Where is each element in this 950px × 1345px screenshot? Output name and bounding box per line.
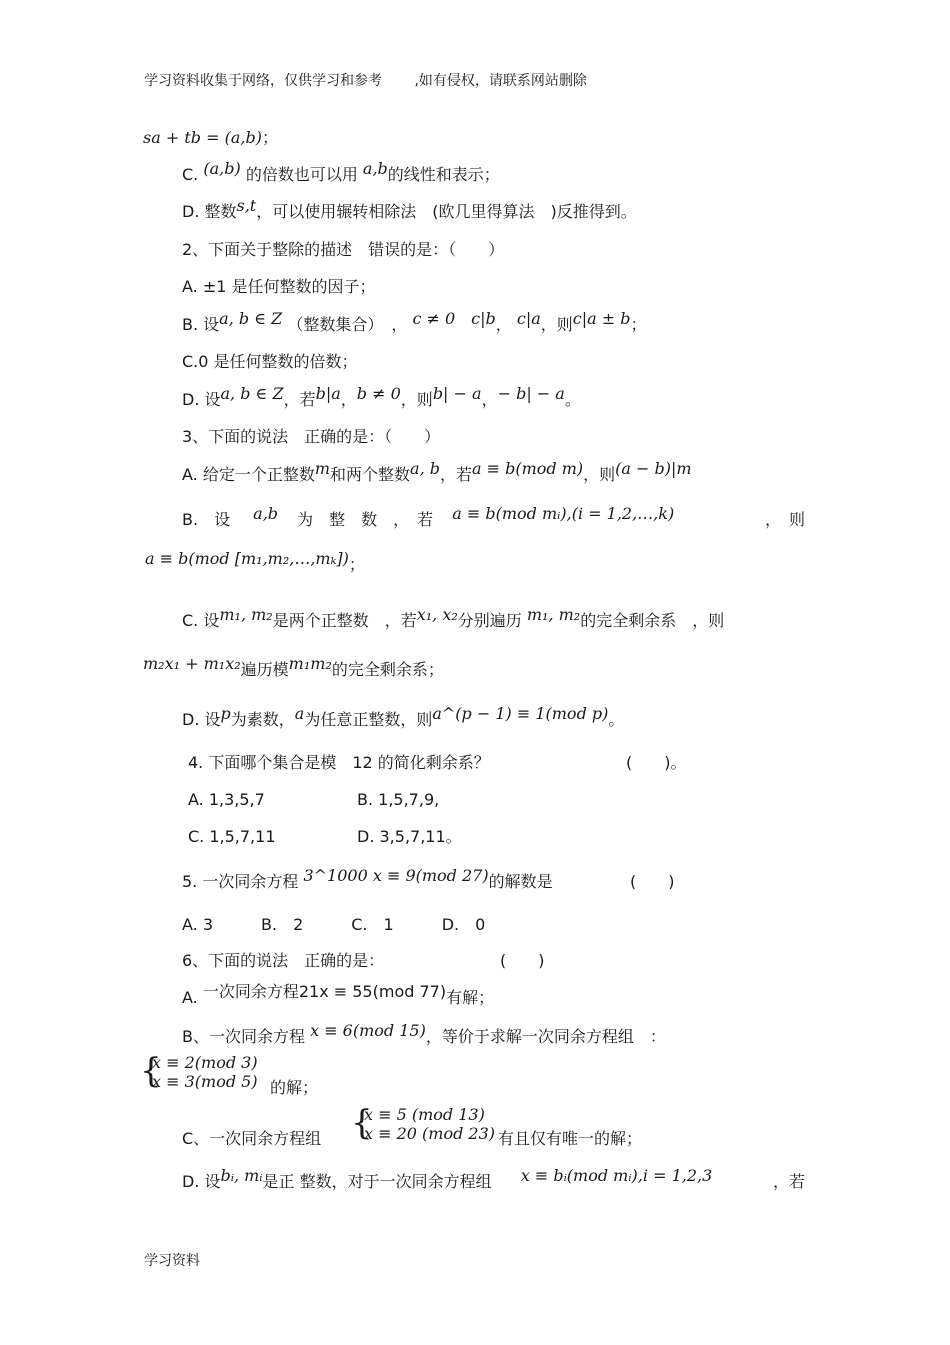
question-6-paren: ( ): [500, 951, 545, 970]
option-3d: D. 设p为素数，a为任意正整数，则a^(p − 1) ≡ 1(mod p)。: [182, 704, 625, 729]
line-1: sa + tb = (a,b)；: [143, 128, 278, 147]
system-line: x ≡ 5 (mod 13): [364, 1105, 485, 1124]
page-header: 学习资料收集于网络，仅供学习和参考 ,如有侵权，请联系网站删除: [144, 73, 587, 89]
option-6b-cont: 的解；: [270, 1078, 319, 1097]
option-6c-tail: 有且仅有唯一的解；: [498, 1129, 643, 1148]
page-footer: 学习资料: [144, 1253, 200, 1269]
equation: sa + tb = (a,b): [143, 128, 262, 147]
system-brace-1: {: [140, 1051, 162, 1091]
question-5-options: A. 3 B. 2 C. 1 D. 0: [182, 915, 486, 934]
option-3a: A. 给定一个正整数m和两个整数a, b，若a ≡ b(mod m)，则(a − b)|m: [182, 459, 692, 484]
option-c-1: C. (a,b) 的倍数也可以用 a,b的线性和表示；: [182, 159, 500, 184]
system-line: x ≡ 2(mod 3): [152, 1053, 258, 1072]
option-4c: C. 1,5,7,11: [188, 827, 276, 846]
option-3c-cont: m₂x₁ + m₁x₂遍历模m₁m₂的完全剩余系；: [143, 654, 444, 679]
option-6c: C、一次同余方程组: [182, 1129, 322, 1148]
question-2: 2、下面关于整除的描述 错误的是：（ ）: [182, 240, 505, 259]
question-4-paren: ( )。: [626, 753, 687, 772]
option-3c: C. 设m₁, m₂是两个正整数 ，若x₁, x₂分别遍历 m₁, m₂的完全剩余系 ，则: [182, 605, 725, 630]
option-2c: C.0 是任何整数的倍数；: [182, 352, 358, 371]
question-5: 5. 一次同余方程 3^1000 x ≡ 9(mod 27)的解数是: [182, 866, 553, 891]
option-4a: A. 1,3,5,7: [188, 790, 265, 809]
option-2d: D. 设a, b ∈ Z，若b|a，b ≠ 0，则b| − a，− b| − a。: [182, 384, 581, 409]
option-2b: B. 设a, b ∈ Z （整数集合） ， c ≠ 0 c|b， c|a，则c|a ± b；: [182, 309, 647, 334]
question-4: 4. 下面哪个集合是模 12 的简化剩余系？: [188, 753, 490, 772]
option-4b: B. 1,5,7,9,: [357, 790, 440, 809]
option-6b: B、一次同余方程 x ≡ 6(mod 15)，等价于求解一次同余方程组 ：: [182, 1021, 666, 1046]
option-4d: D. 3,5,7,11。: [357, 827, 462, 846]
option-6d: D. 设bᵢ, mᵢ是正 整数，对于一次同余方程组 x ≡ bᵢ(mod mᵢ),i = 1,2,3 ，若: [182, 1166, 805, 1191]
system-line: x ≡ 3(mod 5): [152, 1072, 258, 1091]
question-6: 6、下面的说法 正确的是：: [182, 951, 385, 970]
option-3b: B. 设 a,b 为 整 数 ， 若 a ≡ b(mod mᵢ),(i = 1,2,…,k) ， 则: [182, 504, 805, 529]
option-2a: A. ±1 是任何整数的因子；: [182, 277, 376, 296]
question-5-paren: ( ): [630, 872, 675, 891]
system-line: x ≡ 20 (mod 23): [364, 1124, 496, 1143]
question-3: 3、下面的说法 正确的是：（ ）: [182, 427, 441, 446]
system-brace-2: {: [351, 1103, 373, 1143]
option-3b-cont: a ≡ b(mod [m₁,m₂,…,mₖ])；: [145, 549, 365, 574]
option-d-1: D. 整数s,t，可以使用辗转相除法 (欧几里得算法 )反推得到。: [182, 196, 637, 221]
option-6a: A. 一次同余方程21x ≡ 55(mod 77)有解；: [182, 982, 495, 1007]
